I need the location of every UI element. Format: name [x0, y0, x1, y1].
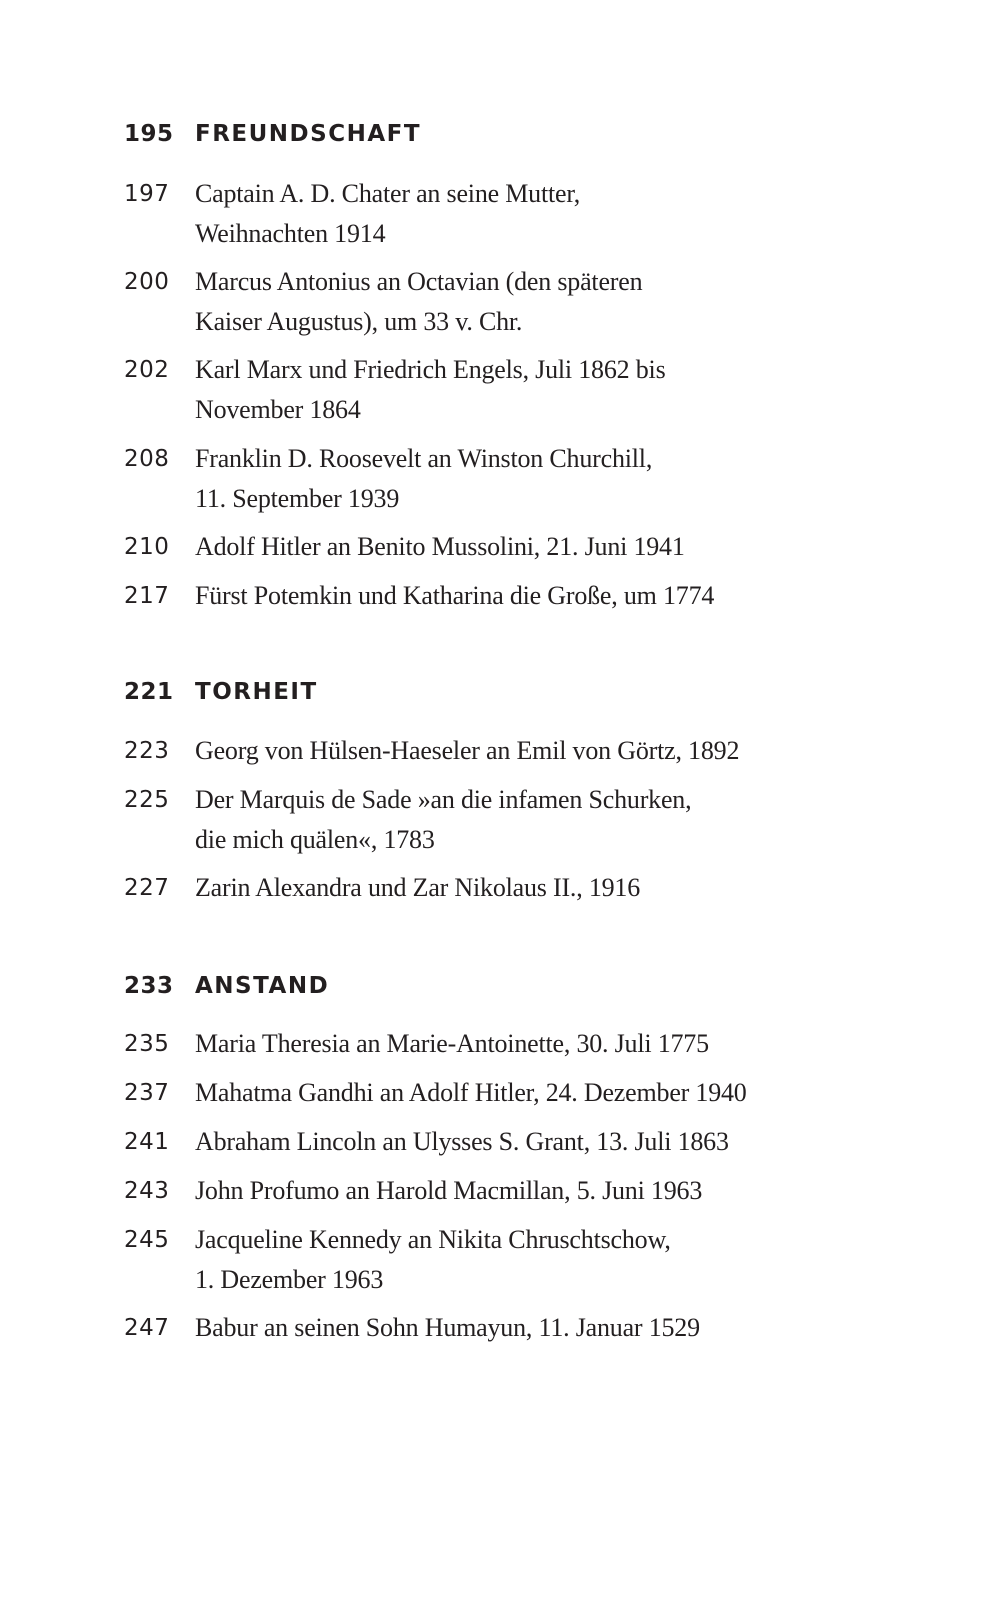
entry-page-number: 241 — [124, 1129, 170, 1155]
entry-line: Karl Marx und Friedrich Engels, Juli 1862 bis — [195, 355, 666, 384]
entry-page-number: 227 — [124, 875, 170, 901]
entry-line: Maria Theresia an Marie-Antoinette, 30. Juli 1775 — [195, 1029, 709, 1058]
entry-title — [195, 1122, 835, 1162]
entry-page-number: 197 — [124, 181, 170, 207]
entry-page-number: 217 — [124, 583, 170, 609]
entry-page-number: 243 — [124, 1178, 170, 1204]
entry-page-number: 208 — [124, 446, 170, 472]
entry-line: Georg von Hülsen-Haeseler an Emil von Görtz, 1892 — [195, 736, 740, 765]
entry-line: Marcus Antonius an Octavian (den späteren — [195, 267, 643, 296]
entry-line: Zarin Alexandra und Zar Nikolaus II., 1916 — [195, 873, 641, 902]
section-title: FREUNDSCHAFT — [195, 121, 422, 147]
section-page-number: 233 — [124, 973, 174, 999]
entry-line: Mahatma Gandhi an Adolf Hitler, 24. Dezember 1940 — [195, 1078, 747, 1107]
entry-title — [195, 527, 835, 567]
entry-line: Weihnachten 1914 — [195, 219, 386, 248]
entry-title — [195, 439, 835, 519]
entry-page-number: 223 — [124, 738, 170, 764]
entry-page-number: 202 — [124, 357, 170, 383]
section-title: ANSTAND — [195, 973, 330, 999]
entry-title — [195, 1073, 835, 1113]
entry-title — [195, 1171, 835, 1211]
entry-line: Franklin D. Roosevelt an Winston Churchill, — [195, 444, 653, 473]
entry-page-number: 245 — [124, 1227, 170, 1253]
section-title: TORHEIT — [195, 679, 318, 705]
entry-line: Der Marquis de Sade »an die infamen Schurken, — [195, 785, 692, 814]
section-page-number: 221 — [124, 679, 174, 705]
entry-title — [195, 780, 835, 860]
entry-line: Abraham Lincoln an Ulysses S. Grant, 13. Juli 1863 — [195, 1127, 729, 1156]
entry-page-number: 200 — [124, 269, 170, 295]
entry-page-number: 210 — [124, 534, 170, 560]
entry-line: Captain A. D. Chater an seine Mutter, — [195, 179, 581, 208]
entry-line: 11. September 1939 — [195, 484, 400, 513]
entry-title — [195, 868, 835, 908]
entry-title — [195, 576, 835, 616]
entry-line: die mich quälen«, 1783 — [195, 825, 435, 854]
entry-line: Jacqueline Kennedy an Nikita Chruschtschow, — [195, 1225, 671, 1254]
entry-title — [195, 1308, 835, 1348]
entry-line: Fürst Potemkin und Katharina die Große, um 1774 — [195, 581, 715, 610]
entry-page-number: 247 — [124, 1315, 170, 1341]
entry-page-number: 235 — [124, 1031, 170, 1057]
entry-title — [195, 350, 835, 430]
entry-title — [195, 174, 835, 254]
entry-page-number: 237 — [124, 1080, 170, 1106]
entry-line: 1. Dezember 1963 — [195, 1265, 384, 1294]
entry-title — [195, 1220, 835, 1300]
entry-page-number: 225 — [124, 787, 170, 813]
entry-title — [195, 262, 835, 342]
section-page-number: 195 — [124, 121, 174, 147]
entry-line: Kaiser Augustus), um 33 v. Chr. — [195, 307, 523, 336]
entry-line: John Profumo an Harold Macmillan, 5. Juni 1963 — [195, 1176, 703, 1205]
entry-title — [195, 731, 835, 771]
entry-line: Adolf Hitler an Benito Mussolini, 21. Juni 1941 — [195, 532, 685, 561]
entry-line: Babur an seinen Sohn Humayun, 11. Januar 1529 — [195, 1313, 700, 1342]
entry-line: November 1864 — [195, 395, 361, 424]
entry-title — [195, 1024, 835, 1064]
